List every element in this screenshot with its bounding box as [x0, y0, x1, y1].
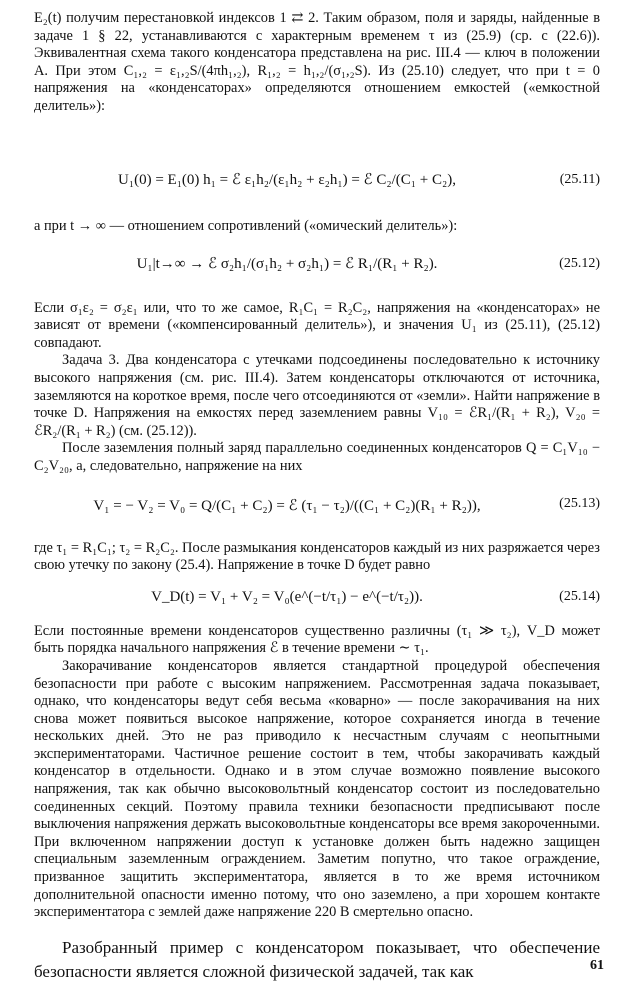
paragraph-problem-3: Задача 3. Два конденсатора с утечками подсоединены последовательно к источнику высокого напряжения (см. рис. III.4). Затем конденсаторы отключаются от источника, заземляются на короткое время, после чего отсоединяются от «земли». Найти напряжение в точке D. Напряжения на емкостях перед заземлением равны V₁₀ = ℰR₁/(R₁ + R₂), V₂₀ = ℰR₂/(R₁ + R₂) (см. (25.12)).: [34, 352, 600, 439]
paragraph-omic: а при t → ∞ — отношением сопротивлений («омический делитель»):: [34, 218, 458, 234]
equation-25-14: [34, 581, 600, 617]
paragraph-grounding: После заземления полный заряд параллельно соединенных конденсаторов Q = C₁V₁₀ − C₂V₂₀, а, следовательно, напряжение на них: [34, 440, 600, 474]
page-content: [34, 10, 600, 984]
equation-body: U₁(0) = E₁(0) h₁ = ℰ ε₁h₂/(ε₁h₂ + ε₂h₁) = ℰ C₂/(C₁ + C₂),: [118, 172, 456, 188]
equation-number: (25.11): [559, 172, 600, 187]
equation-body: V₁ = − V₂ = V₀ = Q/(C₁ + C₂) = ℰ (τ₁ − τ₂)/((C₁ + C₂)(R₁ + R₂)),: [93, 497, 481, 514]
paragraph-compensated: Если σ₁ε₂ = σ₂ε₁ или, что то же самое, R₁C₁ = R₂C₂, напряжения на «конденсаторах» не зависят от времени («компенсированный делитель»), и значения U₁ из (25.11), (25.12) совпадают.: [34, 299, 600, 351]
page-number: 61: [590, 958, 604, 973]
equation-25-13: [34, 482, 600, 534]
paragraph-intro: E₂(t) получим перестановкой индексов 1 ⇄ 2. Таким образом, поля и заряды, найденные в задаче 1 § 22, устанавливаются с характерным временем τ из (25.9) (ср. с (22.6)). Эквивалентная схема такого конденсатора представлена на рис. III.4 — ключ в положении A. При этом C₁,₂ = ε₁,₂S/(4πh₁,₂), R₁,₂ = h₁,₂/(σ₁,₂S). Из (25.10) следует, что при t = 0 напряжения на «конденсаторах» определяются отношением емкостей («емкостной делитель»):: [34, 10, 600, 114]
equation-number: (25.14): [559, 588, 600, 604]
equation-25-11: [34, 158, 600, 212]
equation-number: (25.13): [559, 495, 600, 511]
paragraph-discharge: где τ₁ = R₁C₁; τ₂ = R₂C₂. После размыкания конденсаторов каждый из них разряжается через свою утечку по закону (25.4). Напряжение в точке D будет равно: [34, 539, 600, 574]
paragraph-conclusion: Разобранный пример с конденсатором показывает, что обеспечение безопасности является сложной физической задачей, так как: [34, 937, 600, 981]
equation-25-12: [34, 242, 600, 294]
paragraph-time-constants: Если постоянные времени конденсаторов существенно различны (τ₁ ≫ τ₂), V_D может быть порядка начального напряжения ℰ в течение времени ∼ τ₁.: [34, 622, 600, 657]
equation-number: (25.12): [559, 255, 600, 271]
equation-body: V_D(t) = V₁ + V₂ = V₀(e^(−t/τ₁) − e^(−t/τ₂)).: [151, 588, 423, 605]
paragraph-safety: Закорачивание конденсаторов является стандартной процедурой обеспечения безопасности при работе с высоким напряжением. Рассмотренная задача показывает, однако, что конденсаторы ведут себя весьма «коварно» — после закорачивания на них снова может появиться высокое напряжение, которое сохраняется иногда в течение нескольких дней. Это не раз приводило к несчастным случаям с неопытными экспериментаторами. Частичное решение состоит в тем, чтобы закорачивать каждый конденсатор в отдельности. Однако и в этом случае возможно появление высокого напряжения, так как обычно высоковольтный конденсатор состоит из последовательно соединенных секций. Поэтому правила техники безопасности предписывают после выключения напряжения держать высоковольтные конденсаторы все время закороченными. При включенном напряжении доступ к установке должен быть надежно защищен специальным заземленным ограждением. Заметим попутно, что такое ограждение, призванное защитить экспериментатора, является в то же время источником дополнительной опасности именно потому, что оно заземлено, а при хорошем контакте экспериментатора с землей даже напряжение 220 В смертельно опасно.: [34, 657, 600, 921]
equation-body: U₁|t→∞ → ℰ σ₂h₁/(σ₁h₂ + σ₂h₁) = ℰ R₁/(R₁ + R₂).: [136, 255, 438, 272]
